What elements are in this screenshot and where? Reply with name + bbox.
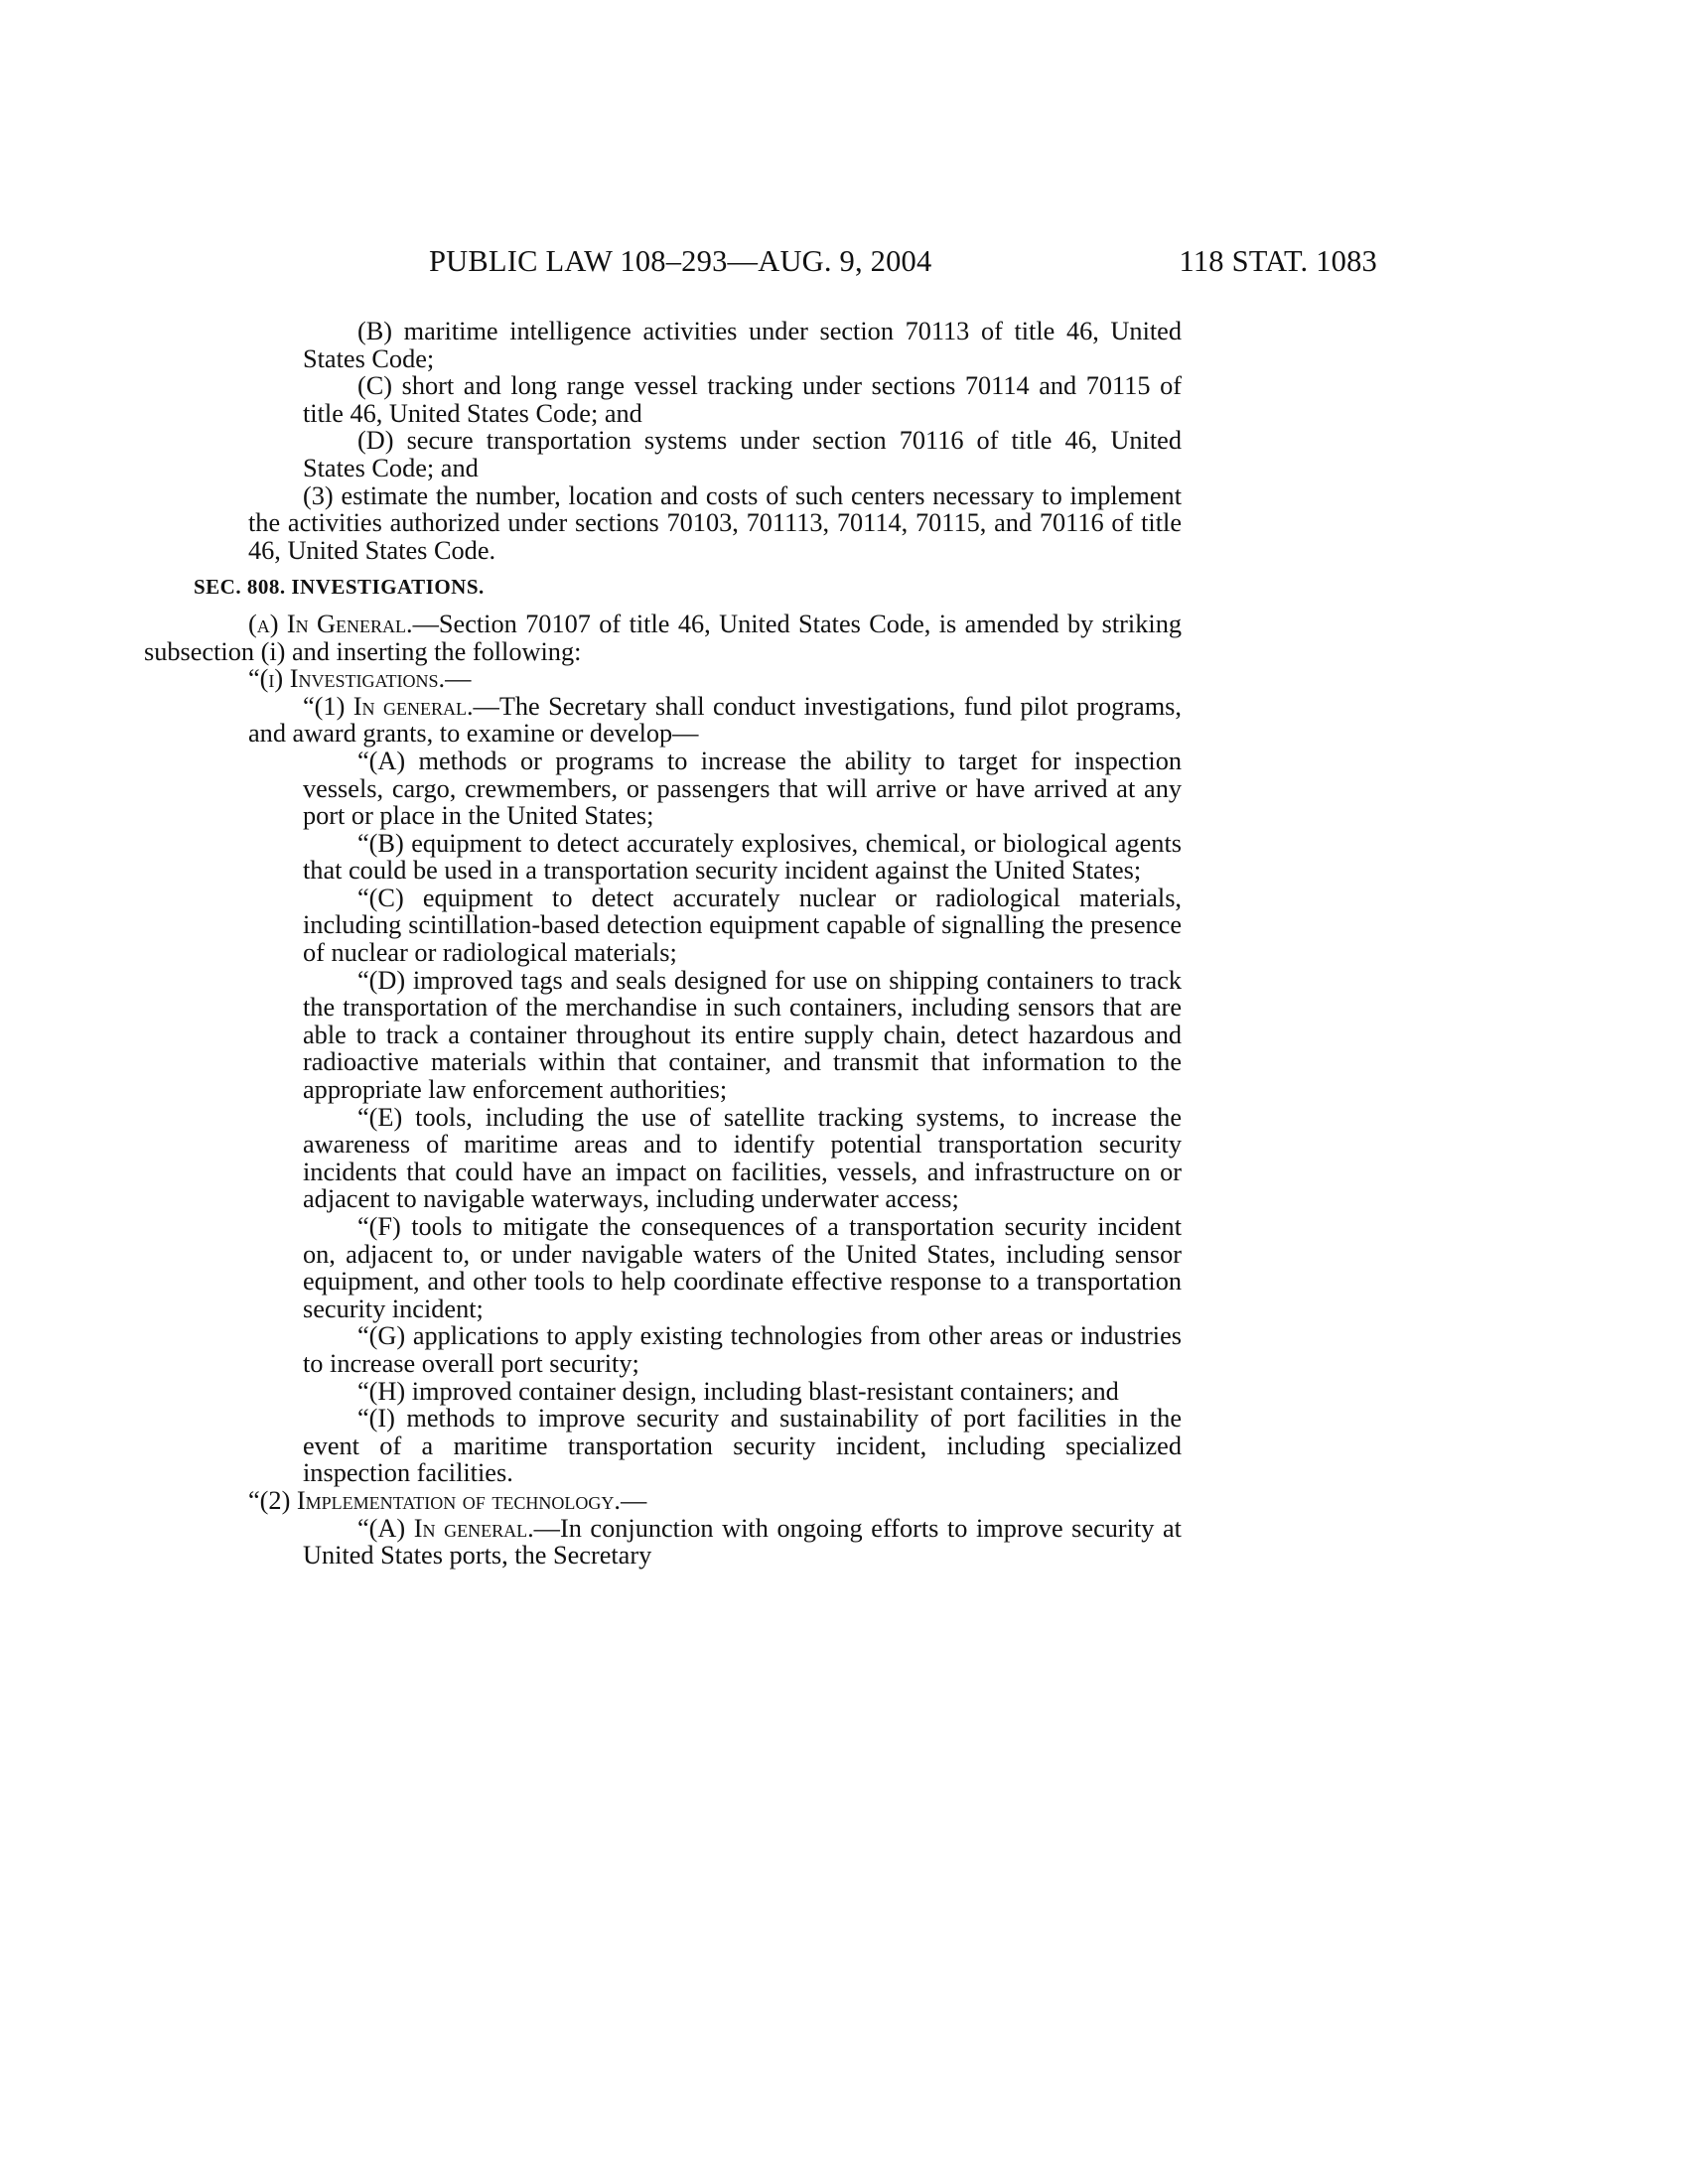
- header-stat-page: 118 STAT. 1083: [1179, 244, 1377, 278]
- item-g: “(G) applications to apply existing technologies from other areas or industries to increase overall port security;: [303, 1321, 1182, 1378]
- paragraph-2-text: —: [620, 1485, 647, 1515]
- paragraph-b: (B) maritime intelligence activities under section 70113 of title 46, United States Code;: [303, 317, 1182, 373]
- item-e: “(E) tools, including the use of satellite tracking systems, to increase the awareness of maritime areas and to identify potential transportation security incidents that could have an impact on facilities, vessels, and infrastructure on or adjacent to navigable waterways, including underwater access;: [303, 1102, 1182, 1214]
- paragraph-a-text: —Section 70107 of title 46, United States Code, is amended by striking subsection (i) and inserting the following:: [144, 609, 1182, 666]
- paragraph-2-label: “(2) Implementation of technology.: [248, 1485, 621, 1515]
- item-h: “(H) improved container design, including blast-resistant containers; and: [357, 1376, 1119, 1406]
- paragraph-2a-text: —In conjunction with ongoing efforts to improve security at United States ports, the Secretary: [303, 1513, 1182, 1570]
- paragraph-c: (C) short and long range vessel tracking under sections 70114 and 70115 of title 46, United States Code; and: [303, 371, 1182, 428]
- paragraph-2a: [303, 1515, 1182, 1570]
- item-a: “(A) methods or programs to increase the ability to target for inspection vessels, cargo, crewmembers, or passengers that will arrive or have arrived at any port or place in the United States;: [303, 746, 1182, 831]
- item-c: “(C) equipment to detect accurately nuclear or radiological materials, including scintillation-based detection equipment capable of signalling the presence of nuclear or radiological materials;: [303, 883, 1182, 968]
- paragraph-1-label: “(1) In general.: [303, 691, 474, 721]
- header-citation: PUBLIC LAW 108–293—AUG. 9, 2004: [429, 244, 932, 278]
- item-f: “(F) tools to mitigate the consequences of a transportation security incident on, adjacent to, or under navigable waters of the United States, including sensor equipment, and other tools to help coordinate effective response to a transportation security incident;: [303, 1212, 1182, 1323]
- document-body: [144, 317, 1182, 1570]
- paragraph-3: (3) estimate the number, location and costs of such centers necessary to implement the activities authorized under sections 70103, 701113, 70114, 70115, and 70116 of title 46, United States Code.: [248, 480, 1182, 565]
- running-header: [429, 244, 1377, 284]
- paragraph-1-text: —The Secretary shall conduct investigations, fund pilot programs, and award grants, to examine or develop—: [248, 691, 1182, 749]
- paragraph-a-label: (a) In General.: [248, 609, 413, 638]
- item-b: “(B) equipment to detect accurately explosives, chemical, or biological agents that could be used in a transportation security incident against the United States;: [303, 828, 1182, 886]
- item-d: “(D) improved tags and seals designed for use on shipping containers to track the transportation of the merchandise in such containers, including sensors that are able to track a container throughout its entire supply chain, detect hazardous and radioactive materials within that container, and transmit that information to the appropriate law enforcement authorities;: [303, 965, 1182, 1105]
- paragraph-a: [144, 611, 1182, 665]
- paragraph-2a-label: “(A) In general.: [357, 1513, 534, 1543]
- paragraph-2: [248, 1487, 1182, 1515]
- item-i: “(I) methods to improve security and sustainability of port facilities in the event of a maritime transportation security incident, including specialized inspection facilities.: [303, 1404, 1182, 1488]
- paragraph-1: [248, 693, 1182, 748]
- subsection-i: [248, 665, 1182, 693]
- subsection-i-text: —: [445, 664, 472, 694]
- section-heading: SEC. 808. INVESTIGATIONS.: [194, 575, 485, 600]
- paragraph-d: (D) secure transportation systems under section 70116 of title 46, United States Code; and: [303, 426, 1182, 482]
- subsection-i-label: “(i) Investigations.: [248, 664, 446, 694]
